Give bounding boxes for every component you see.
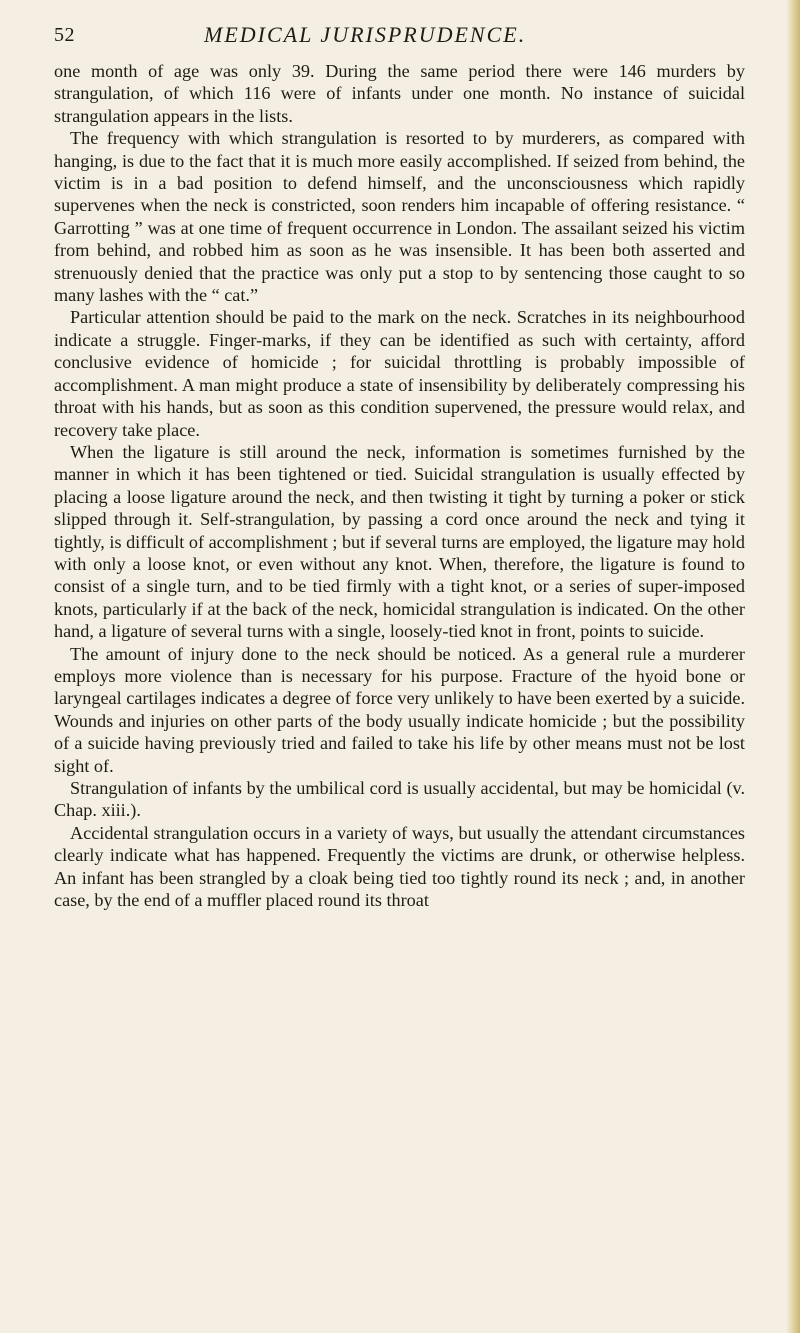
paragraph: The amount of injury done to the neck should be noticed. As a general rule a murderer employs more violence than is necessary for his purpose. Fracture of the hyoid bone or laryngeal cartilages indicates a degree of force very unlikely to have been exerted by a suicide. Wounds and injuries on other parts of the body usually indicate homicide ; but the possibility of a suicide having previously tried and failed to take his life by other means must not be lost sight of. [54,643,745,776]
paragraph: Particular attention should be paid to the mark on the neck. Scratches in its neighbourhood indicate a struggle. Finger-marks, if they can be identified as such with certainty, afford conclusive evidence of homicide ; for suicidal throttling is probably impossible of accomplishment. A man might produce a state of insensibility by deliberately compressing his throat with his hands, but as soon as this condition supervened, the pressure would relax, and recovery take place. [54,307,745,440]
page-edge [786,0,800,1333]
paragraph: Strangulation of infants by the umbilical cord is usually accidental, but may be homicidal (v. Chap. xiii.). [54,778,745,821]
page-number: 52 [54,24,75,46]
paragraph: one month of age was only 39. During the same period there were 146 murders by strangulation, of which 116 were of infants under one month. No instance of suicidal strangulation appears in the lists. [54,61,745,126]
paragraph: When the ligature is still around the neck, information is sometimes furnished by the manner in which it has been tightened or tied. Suicidal strangulation is usually effected by placing a loose ligature around the neck, and then twisting it tight by turning a poker or stick slipped through it. Self-strangulation, by passing a cord once around the neck and tying it tightly, is difficult of accomplishment ; but if several turns are employed, the ligature may hold with only a loose knot, or even without any knot. When, therefore, the ligature is found to consist of a single turn, and to be tied firmly with a tight knot, or a series of super-imposed knots, particularly if at the back of the neck, homicidal strangulation is indicated. On the other hand, a ligature of several turns with a single, loosely-tied knot in front, points to suicide. [54,441,745,642]
paragraph: Accidental strangulation occurs in a variety of ways, but usually the attendant circumstances clearly indicate what has happened. Frequently the victims are drunk, or otherwise helpless. An infant has been strangled by a cloak being tied too tightly round its neck ; and, in another case, by the end of a muffler placed round its throat [54,822,745,911]
paragraph: The frequency with which strangulation is resorted to by murderers, as compared with hanging, is due to the fact that it is much more easily accomplished. If seized from behind, the victim is in a bad position to defend himself, and the unconsciousness which rapidly supervenes when the neck is constricted, soon renders him incapable of offering resistance. “ Garrotting ” was at one time of frequent occurrence in London. The assailant seized his victim from behind, and robbed him as soon as he was insensible. It has been both asserted and strenuously denied that the practice was only put a stop to by sentencing those caught to so many lashes with the “ cat.” [54,128,745,306]
page-header [54,18,754,52]
body-text [54,60,745,911]
running-head: MEDICAL JURISPRUDENCE. [204,22,527,47]
